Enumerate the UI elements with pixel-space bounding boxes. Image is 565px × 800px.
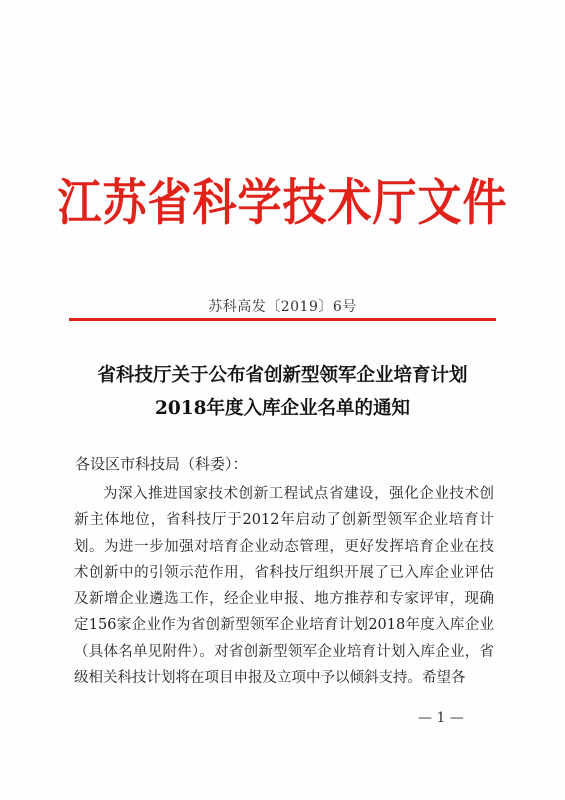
document-title <box>40 359 525 425</box>
body-paragraph: 为深入推进国家技术创新工程试点省建设，强化企业技术创新主体地位，省科技厅于2012年启动了创新型领军企业培育计划。为进一步加强对培育企业动态管理，更好发挥培育企业在技术创新中的引领示范作用，省科技厅组织开展了已入库企业评估及新增企业遴选工作，经企业申报、地方推荐和专家评审，现确定156家企业作为省创新型领军企业培育计划2018年度入库企业（具体名单见附件）。对省创新型领军企业培育计划入库企业，省级相关科技计划将在项目申报及立项中予以倾斜支持。希望各 <box>74 486 494 687</box>
page-number: — 1 — <box>418 710 464 726</box>
document-title-line-1: 省科技厅关于公布省创新型领军企业培育计划 <box>97 365 468 386</box>
document-header: 江苏省科学技术厅文件 <box>57 174 508 232</box>
document-title-line-2: 2018年度入库企业名单的通知 <box>155 398 410 419</box>
salutation: 各设区市科技局（科委）： <box>75 455 248 473</box>
document-number: 苏科高发〔2019〕6号 <box>208 299 357 315</box>
red-divider-rule <box>69 318 496 321</box>
